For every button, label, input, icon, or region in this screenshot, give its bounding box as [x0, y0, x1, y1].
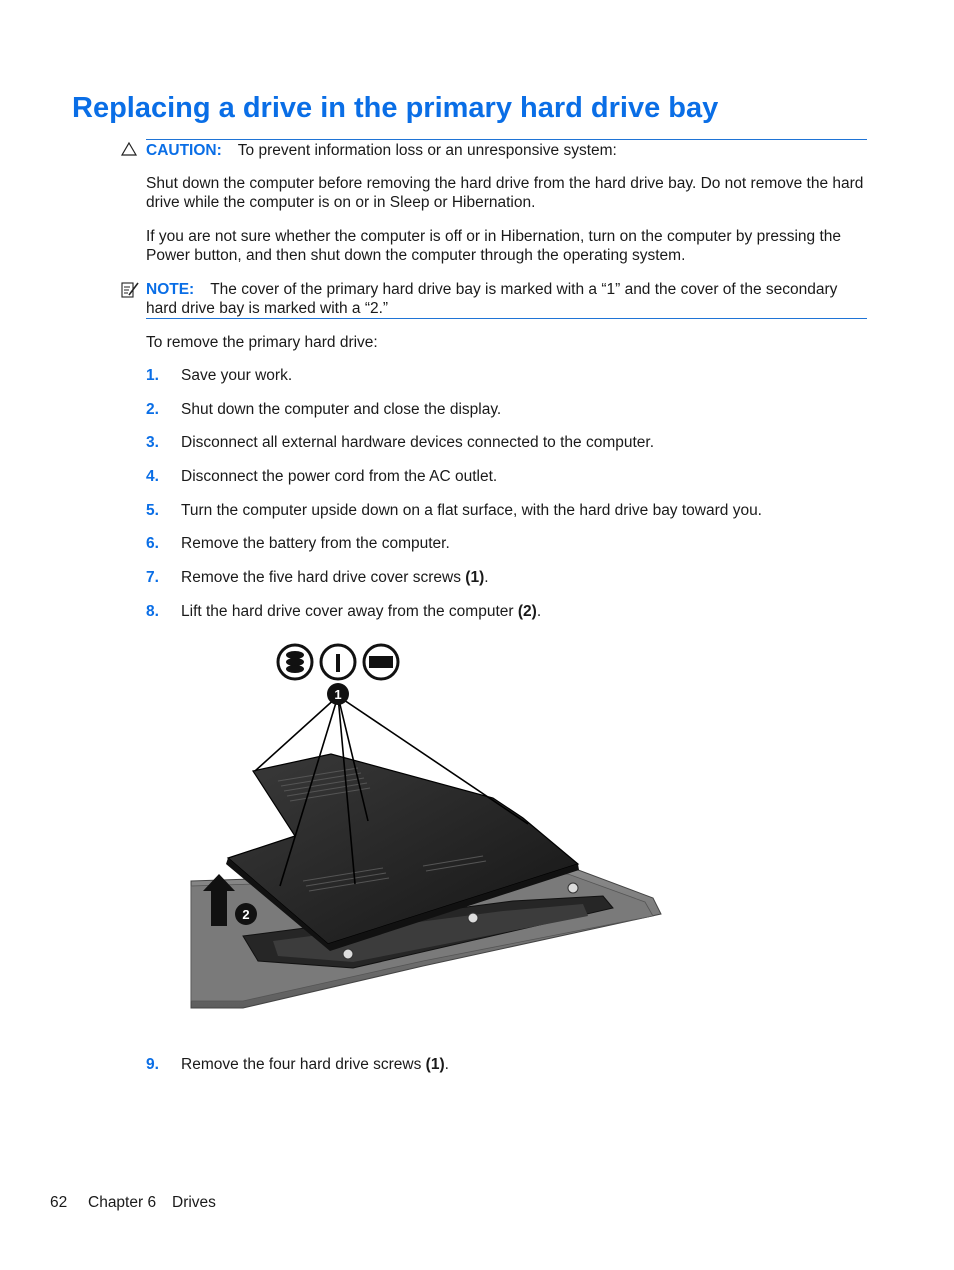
step-text: Remove the five hard drive cover screws (1).: [181, 569, 489, 586]
step-number: 5.: [146, 502, 159, 519]
intro-text: To remove the primary hard drive:: [146, 334, 378, 351]
step-text: Disconnect the power cord from the AC outlet.: [181, 468, 498, 485]
step-text: Shut down the computer and close the display.: [181, 401, 502, 418]
step-text: Disconnect all external hardware devices connected to the computer.: [181, 434, 655, 451]
step-number: 7.: [146, 569, 159, 586]
step-text: Lift the hard drive cover away from the computer (2).: [181, 603, 542, 620]
step-text: Save your work.: [181, 367, 293, 384]
caution-label: CAUTION:: [146, 142, 222, 159]
step-text: Remove the four hard drive screws (1).: [181, 1056, 449, 1073]
step-number: 3.: [146, 434, 159, 451]
caution-intro: To prevent information loss or an unresponsive system:: [237, 142, 617, 159]
caution-paragraph-1: Shut down the computer before removing the hard drive from the hard drive bay. Do not remove the hard drive while the computer is on or in Sleep or Hibernation.: [146, 175, 864, 211]
caution-line: [146, 141, 617, 160]
step-number: 1.: [146, 367, 159, 384]
caution-top-rule: [146, 139, 867, 140]
step-number: 8.: [146, 603, 159, 620]
step-number: 9.: [146, 1056, 159, 1073]
step-number: 4.: [146, 468, 159, 485]
hard-drive-cover-figure: [183, 636, 665, 1038]
footer-chapter: Chapter 6: [88, 1194, 157, 1211]
footer-section: Drives: [172, 1194, 216, 1211]
note-bottom-rule: [146, 318, 867, 319]
step-number: 6.: [146, 535, 159, 552]
step-number: 2.: [146, 401, 159, 418]
page-title: Replacing a drive in the primary hard drive bay: [72, 92, 719, 124]
caution-paragraph-2: If you are not sure whether the computer is off or in Hibernation, turn on the computer by pressing the Power button, and then shut down the computer through the operating system.: [146, 228, 842, 264]
note-pencil-icon: [120, 280, 140, 300]
caution-triangle-icon: [120, 141, 138, 157]
step-text: Turn the computer upside down on a flat surface, with the hard drive bay toward you.: [181, 502, 762, 519]
note-block: [146, 280, 868, 318]
footer-page-number: 62: [50, 1194, 68, 1211]
note-text: The cover of the primary hard drive bay is marked with a “1” and the cover of the secondary hard drive bay is marked with a “2.”: [146, 281, 838, 317]
step-text: Remove the battery from the computer.: [181, 535, 450, 552]
note-label: NOTE:: [146, 281, 195, 298]
callout-2-label: 2: [242, 907, 250, 922]
callout-1-label: 1: [334, 687, 342, 702]
